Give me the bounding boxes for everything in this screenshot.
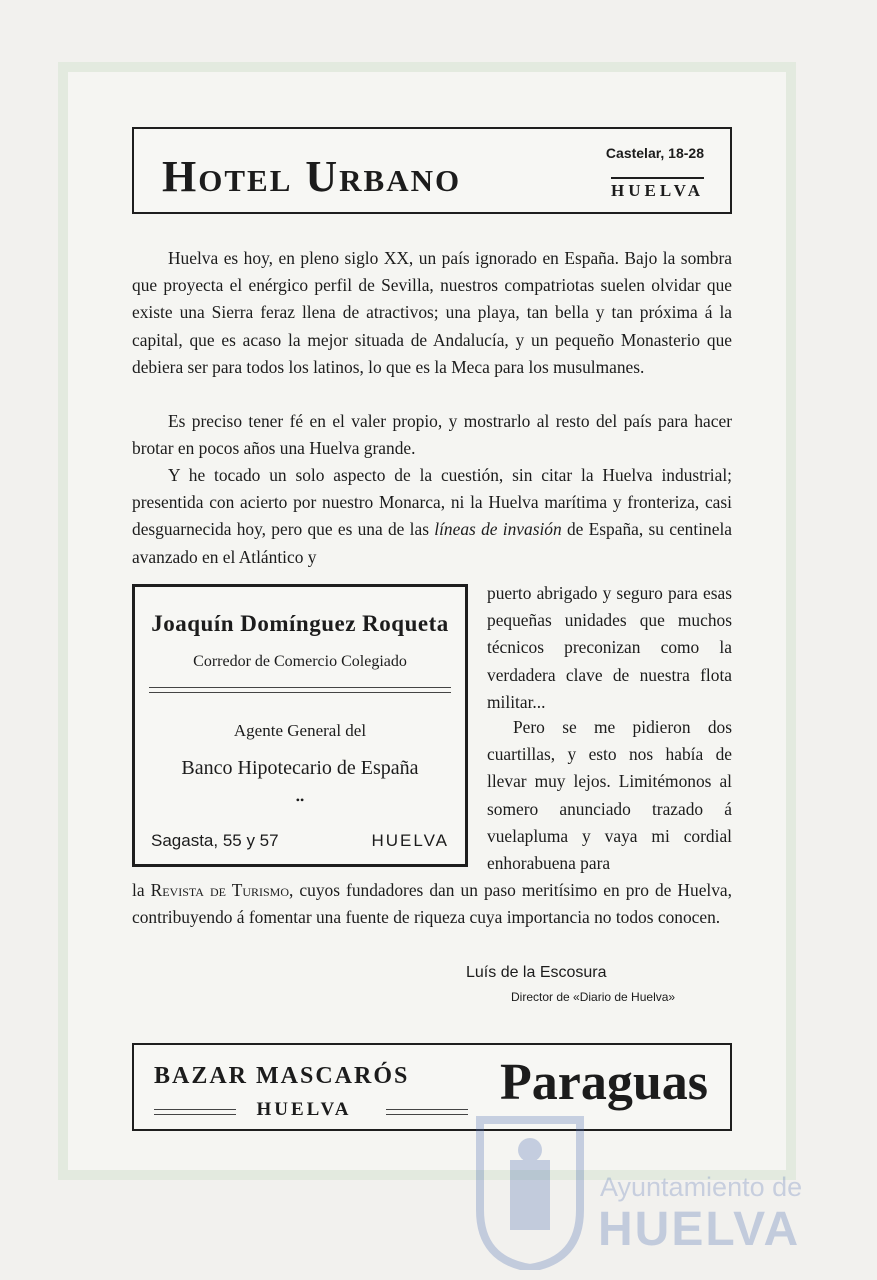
bazar-product: Paraguas [500,1054,708,1111]
paragraph-3-text-a: Y he tocado un solo aspecto de la cuestión, sin citar la Huelva industrial; presentida con acierto por nuestro Monarca, ni la Huelva marítima y fronteriza, casi desguarnecida hoy, pero que es una de las [132,465,732,540]
hotel-address: Castelar, 18-28 [605,145,704,161]
watermark-line-1: Ayuntamiento de [600,1172,803,1202]
divider-right [386,1109,468,1115]
article-paragraph-3 [132,462,732,571]
article-paragraph-4-continued [132,877,732,931]
broker-role: Corredor de Comercio Colegiado [193,653,407,670]
broker-city: HUELVA [371,831,449,850]
hotel-name: Hotel Urbano [162,152,462,201]
bazar-city: HUELVA [256,1099,352,1120]
paragraph-3-emphasis: líneas de invasión [434,519,562,540]
author-name: Luís de la Escosura [466,964,607,981]
broker-bank: Banco Hipotecario de España [181,757,419,779]
divider [149,687,451,693]
coat-of-arms-icon [470,1100,590,1270]
article-paragraph-1 [132,245,732,381]
ornament: •• [295,793,305,807]
broker-ad [132,584,468,867]
paragraph-3-text-b: de España, su centinela avanzado en el Atlántico y [132,519,732,567]
revista-de-turismo: Revista de Turismo [150,880,290,900]
watermark [470,1100,803,1270]
bazar-name: BAZAR MASCARÓS [154,1063,410,1089]
paragraph-2-text: Es preciso tener fé en el valer propio, y mostrarlo al resto del país para hacer brotar en pocos años una Huelva grande. [132,411,732,459]
article-paragraph-2 [132,408,732,462]
broker-agent-line: Agente General del [233,721,367,740]
paragraph-4-text-b1: la [132,880,145,900]
paragraph-4-text-a: Pero se me pidieron dos cuartillas, y esto nos había de llevar muy lejos. Limitémonos al somero anunciado trazado á vuelapluma y vaya mi cordial enhorabuena para [487,717,732,874]
article-paragraph-4 [487,714,732,877]
author-title: Director de «Diario de Huelva» [511,990,676,1004]
article-paragraph-3-continued: puerto abrigado y seguro para esas pequeñas unidades que muchos técnicos preconizan como la verdadera clave de nuestra flota militar... [487,583,732,712]
paragraph-1-text: Huelva es hoy, en pleno siglo XX, un país ignorado en España. Bajo la sombra que proyecta el enérgico perfil de Sevilla, nuestros compatriotas suelen olvidar que existe una Sierra feraz llena de atractivos; una playa, tan bella y tan próxima á la capital, que es acaso la mejor situada de Andalucía, y un pequeño Monasterio que debiera ser para todos los latinos, lo que es la Meca para los musulmanes. [132,248,732,377]
paragraph-4-text-b2: , cuyos fundadores dan un paso meritísimo en pro de Huelva, contribuyendo á fomentar una fuente de riqueza cuya importancia no todos conocen. [132,880,733,928]
watermark-line-2: HUELVA [598,1203,801,1256]
hotel-ad [132,127,732,214]
broker-address: Sagasta, 55 y 57 [151,831,279,850]
broker-name: Joaquín Domínguez Roqueta [151,611,449,636]
hotel-city: HUELVA [611,177,704,201]
